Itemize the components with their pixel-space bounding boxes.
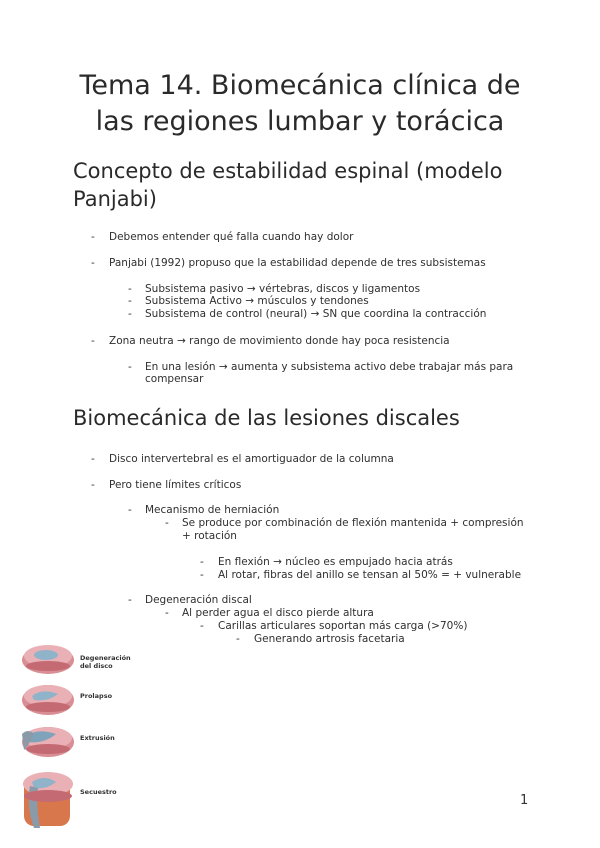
- bullet-dash: -: [165, 607, 169, 619]
- list-item: Al rotar, fibras del anillo se tensan al 50% = + vulnerable: [218, 569, 522, 581]
- disc-extrusion-figure: [22, 727, 74, 757]
- list-item-continuation: compensar: [145, 373, 204, 385]
- figure-label-sequestration: Secuestro: [80, 788, 117, 796]
- bullet-dash: -: [200, 620, 204, 632]
- bullet-dash: -: [91, 257, 95, 269]
- bullet-dash: -: [128, 283, 132, 295]
- bullet-dash: -: [91, 479, 95, 491]
- title-line-2: las regiones lumbar y torácica: [95, 106, 505, 137]
- list-item: Pero tiene límites críticos: [109, 479, 242, 491]
- list-item: En una lesión → aumenta y subsistema activo debe trabajar más para: [145, 361, 514, 373]
- bullet-dash: -: [91, 453, 95, 465]
- list-item: Degeneración discal: [145, 594, 252, 606]
- section-heading-line-2: Panjabi): [73, 187, 157, 211]
- list-item: Subsistema pasivo → vértebras, discos y ligamentos: [145, 283, 421, 295]
- bullet-dash: -: [200, 556, 204, 568]
- list-item: En flexión → núcleo es empujado hacia atrás: [218, 556, 453, 568]
- list-item: Mecanismo de herniación: [145, 504, 280, 516]
- disc-prolapse-figure: [22, 685, 74, 715]
- bullet-dash: -: [128, 308, 132, 320]
- disc-lesions-illustration: [18, 636, 158, 836]
- list-item: Debemos entender qué falla cuando hay dolor: [109, 231, 354, 243]
- figure-label-prolapse: Prolapso: [80, 692, 113, 700]
- bullet-dash: -: [200, 569, 204, 581]
- list-item: Subsistema de control (neural) → SN que coordina la contracción: [145, 308, 487, 320]
- list-item: Al perder agua el disco pierde altura: [182, 607, 374, 619]
- bullet-dash: -: [91, 335, 95, 347]
- list-item: Se produce por combinación de flexión mantenida + compresión: [182, 517, 524, 529]
- section-heading-line-1: Concepto de estabilidad espinal (modelo: [73, 159, 503, 183]
- figure-label-extrusion: Extrusión: [80, 734, 115, 742]
- list-item: Disco intervertebral es el amortiguador de la columna: [109, 453, 394, 465]
- list-item: Subsistema Activo → músculos y tendones: [145, 295, 369, 307]
- page-number: 1: [520, 793, 529, 808]
- bullet-dash: -: [128, 504, 132, 516]
- disc-sequestration-figure: [23, 772, 73, 828]
- bullet-dash: -: [236, 633, 240, 645]
- section-heading-stability: [73, 157, 502, 213]
- title-line-1: Tema 14. Biomecánica clínica de: [79, 70, 521, 101]
- list-item-continuation: + rotación: [182, 530, 237, 542]
- list-item: Carillas articulares soportan más carga (>70%): [218, 620, 468, 632]
- disc-stages-image: [18, 636, 78, 836]
- bullet-dash: -: [128, 594, 132, 606]
- page-title: [0, 68, 600, 140]
- disc-degeneration-figure: [22, 645, 74, 674]
- list-item: Panjabi (1992) propuso que la estabilidad depende de tres subsistemas: [109, 257, 486, 269]
- section-heading-disc-injuries: Biomecánica de las lesiones discales: [73, 406, 460, 430]
- bullet-dash: -: [128, 295, 132, 307]
- bullet-dash: -: [165, 517, 169, 529]
- bullet-dash: -: [128, 361, 132, 373]
- list-item: Generando artrosis facetaria: [254, 633, 405, 645]
- bullet-dash: -: [91, 231, 95, 243]
- list-item: Zona neutra → rango de movimiento donde hay poca resistencia: [109, 335, 450, 347]
- figure-label-degeneration: Degeneración del disco: [80, 654, 131, 670]
